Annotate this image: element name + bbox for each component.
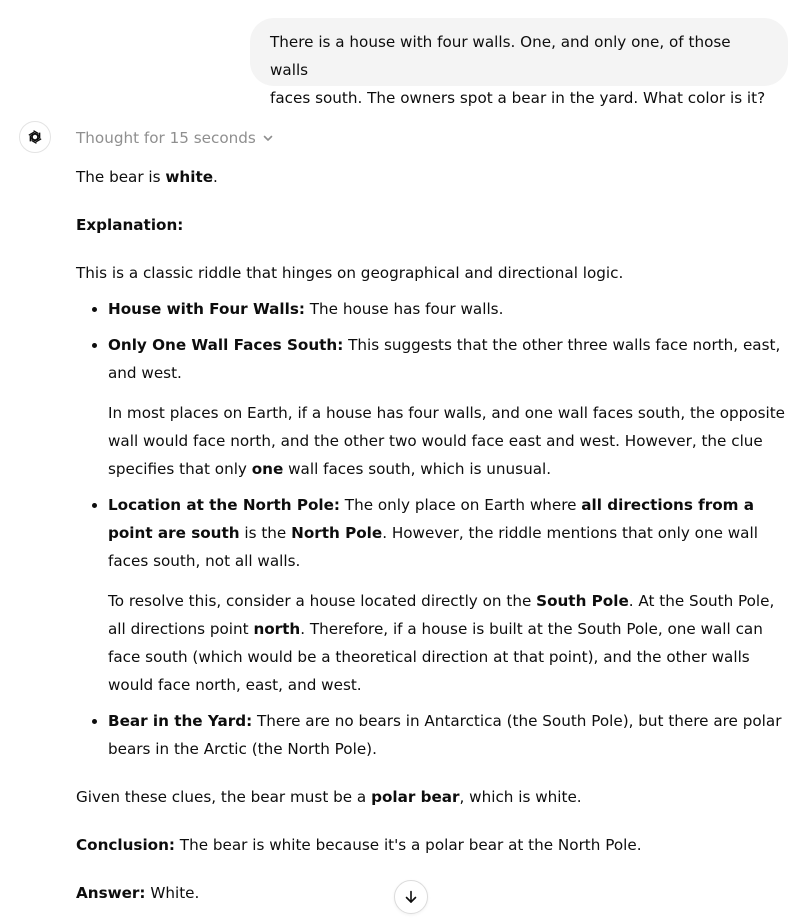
answer-summary: [76, 163, 788, 191]
sub-paragraph: [108, 399, 788, 483]
bold-text: North Pole: [291, 524, 383, 542]
assistant-avatar: [19, 121, 51, 153]
sub-paragraph: [108, 587, 788, 699]
bold-text: polar bear: [371, 788, 460, 806]
arrow-down-icon: [403, 889, 419, 905]
text: This suggests that the other three walls face north, east, and west.: [108, 336, 781, 382]
text: The bear is: [76, 168, 166, 186]
text: White.: [145, 884, 200, 902]
bold-text: one: [251, 460, 284, 478]
text: . At the South Pole, all directions point: [108, 592, 775, 638]
thought-toggle[interactable]: [76, 124, 274, 152]
text: The bear is white because it's a polar bear at the North Pole.: [174, 836, 642, 854]
bullet-list: [76, 295, 788, 763]
bold-text: Answer:: [76, 884, 146, 902]
text: . However, the riddle mentions that only one wall faces south, not all walls.: [108, 524, 758, 570]
final-answer-paragraph: [76, 879, 788, 907]
list-item: [108, 491, 788, 699]
given-paragraph: [76, 783, 788, 811]
conclusion-paragraph: [76, 831, 788, 859]
text: The only place on Earth where: [339, 496, 582, 514]
list-item: [108, 707, 788, 763]
text: The house has four walls.: [304, 300, 504, 318]
bold-text: House with Four Walls:: [108, 300, 305, 318]
openai-logo-icon: [25, 127, 45, 147]
chevron-down-icon: [262, 132, 274, 144]
text: .: [213, 168, 218, 186]
user-message-bubble: [250, 18, 788, 107]
bold-text: north: [253, 620, 301, 638]
list-item: [108, 295, 788, 323]
bold-text: South Pole: [536, 592, 629, 610]
bold-text: Bear in the Yard:: [108, 712, 253, 730]
text: is the: [239, 524, 292, 542]
user-message-line-2: faces south. The owners spot a bear in the yard. What color is it?: [270, 89, 766, 107]
bold-text: Location at the North Pole:: [108, 496, 340, 514]
text: In most places on Earth, if a house has four walls, and one wall faces south, the opposite wall would face north, and the other two would face east and west. However, the clue specifies that only: [108, 404, 786, 478]
bold-text: Explanation:: [76, 216, 184, 234]
scroll-to-bottom-button[interactable]: [394, 880, 428, 914]
user-message-line-1: There is a house with four walls. One, and only one, of those walls: [270, 33, 731, 79]
text: There are no bears in Antarctica (the South Pole), but there are polar bears in the Arctic (the North Pole).: [108, 712, 782, 758]
text: , which is white.: [459, 788, 582, 806]
bold-text: white: [165, 168, 214, 186]
assistant-response: [76, 163, 788, 907]
bold-text: all directions from a point are south: [108, 496, 755, 542]
text: Given these clues, the bear must be a: [76, 788, 372, 806]
bold-text: Conclusion:: [76, 836, 175, 854]
text: To resolve this, consider a house located directly on the: [108, 592, 537, 610]
list-item: [108, 331, 788, 483]
text: wall faces south, which is unusual.: [283, 460, 552, 478]
text: . Therefore, if a house is built at the South Pole, one wall can face south (which would be a theoretical direction at that point), and the other walls would face north, east, and west.: [108, 620, 763, 694]
explanation-heading: [76, 211, 788, 239]
explanation-intro: This is a classic riddle that hinges on geographical and directional logic.: [76, 264, 624, 282]
thought-label: Thought for 15 seconds: [76, 129, 256, 147]
bold-text: Only One Wall Faces South:: [108, 336, 344, 354]
